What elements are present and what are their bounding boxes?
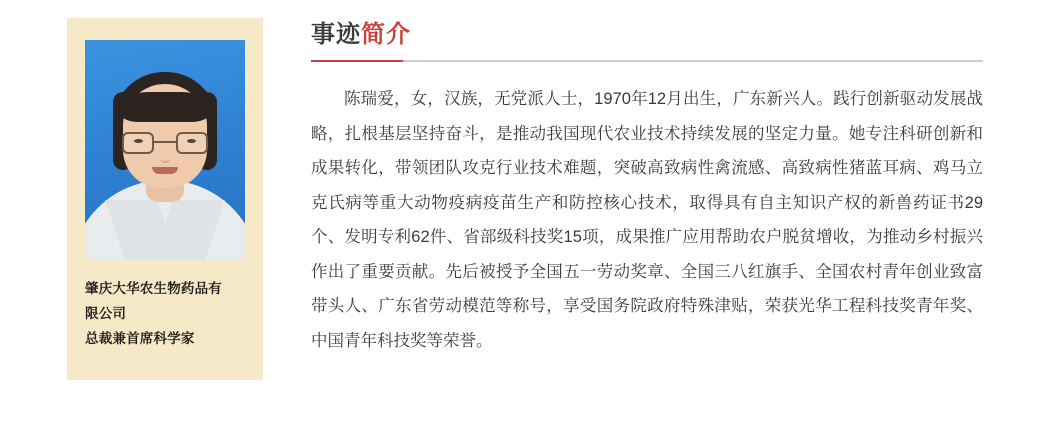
glasses-lens-right bbox=[176, 132, 208, 154]
glasses-lens-left bbox=[122, 132, 154, 154]
content-area bbox=[311, 18, 991, 375]
glasses-icon bbox=[122, 132, 208, 154]
portrait-photo bbox=[85, 40, 245, 260]
caption-line-1: 肇庆大华农生物药品有 bbox=[85, 281, 222, 296]
section-title-underline bbox=[311, 60, 983, 62]
caption-line-2: 限公司 bbox=[85, 306, 127, 321]
portrait-mouth bbox=[152, 167, 178, 174]
caption-line-3: 总裁兼首席科学家 bbox=[85, 331, 195, 346]
section-title-primary: 事迹 bbox=[311, 21, 361, 48]
section-title bbox=[311, 18, 991, 62]
portrait-fringe bbox=[119, 92, 211, 122]
profile-card bbox=[67, 18, 263, 380]
glasses-bridge bbox=[154, 141, 176, 143]
section-title-accent: 简介 bbox=[361, 21, 411, 48]
profile-caption bbox=[85, 276, 253, 351]
biography-paragraph: 陈瑞爱，女，汉族，无党派人士，1970年12月出生，广东新兴人。践行创新驱动发展战略，扎根基层坚持奋斗，是推动我国现代农业技术持续发展的坚定力量。她专注科研创新和成果转化，带领团队攻克行业技术难题，突破高致病性禽流感、高致病性猪蓝耳病、鸡马立克氏病等重大动物疫病疫苗生产和防控核心技术，取得具有自主知识产权的新兽药证书29个、发明专利62件、省部级科技奖15项，成果推广应用帮助农户脱贫增收，为推动乡村振兴作出了重要贡献。先后被授予全国五一劳动奖章、全国三八红旗手、全国农村青年创业致富带头人、广东省劳动模范等称号，享受国务院政府特殊津贴，荣获光华工程科技奖青年奖、中国青年科技奖等荣誉。 bbox=[311, 90, 983, 350]
